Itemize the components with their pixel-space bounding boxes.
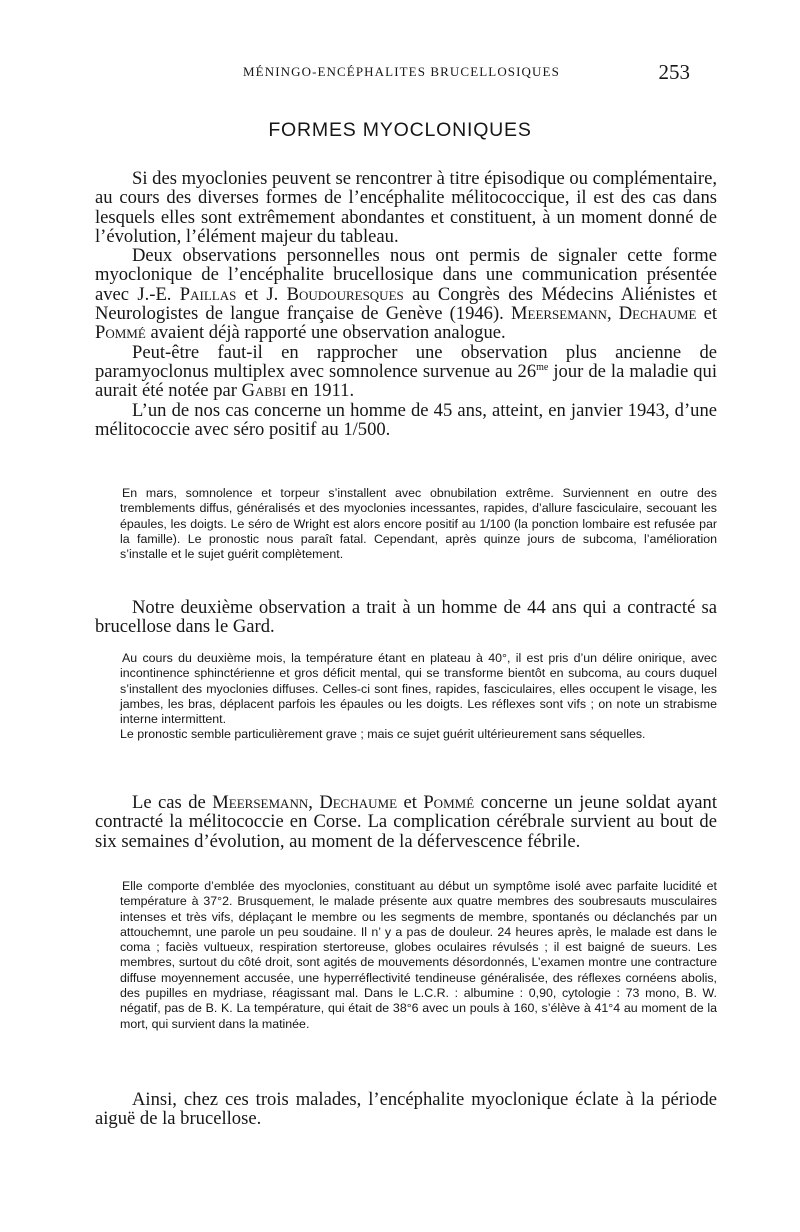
- author-name: Paillas: [179, 283, 237, 305]
- paragraph-conclusion: Ainsi, chez ces trois malades, l’encéphalite myoclonique éclate à la période aiguë de la brucellose.: [95, 1089, 717, 1130]
- author-name: Dechaume: [319, 792, 398, 813]
- second-case-block: [95, 598, 717, 637]
- observation-two: [120, 651, 717, 743]
- author-name: Pommé: [423, 792, 475, 813]
- paragraph-second-case: Notre deuxième observation a trait à un homme de 44 ans qui a contracté sa brucellose dans le Gard.: [95, 597, 717, 638]
- author-name: Meersemann: [510, 303, 607, 325]
- paragraph-third-case: Le cas de Meersemann, Dechaume et Pommé concerne un jeune soldat ayant contracté la mélitococcie en Corse. La complication cérébrale survient au bout de six semaines d’évolution, au moment de la défervescence fébrile.: [95, 792, 717, 852]
- running-head-title: MÉNINGO-ENCÉPHALITES BRUCELLOSIQUES: [243, 64, 560, 79]
- section-title: FORMES MYOCLONIQUES: [268, 119, 532, 141]
- paragraph-paramyoclonus: Peut-être faut-il en rapprocher une observation plus ancienne de paramyoclonus multiplex avec somnolence survenue au $26^{me}$ jour de la maladie qui aurait été notée par Gabbi en 1911.: [95, 341, 717, 402]
- third-case-block: [95, 793, 717, 851]
- ordinal-superscript: me: [536, 361, 549, 373]
- paragraph-myoclonies-intro: Si des myoclonies peuvent se rencontrer à titre épisodique ou complémentaire, au cours des diverses formes de l’encéphalite mélitococcique, il est des cas dans lesquels elles sont extrêmement abondantes et constituent, à un moment donné de l’évolution, l’élément majeur du tableau.: [95, 168, 718, 247]
- paragraph-first-case: L’un de nos cas concerne un homme de 45 ans, atteint, en janvier 1943, d’une mélitococcie avec séro positif au 1/500.: [95, 399, 717, 440]
- observation-three: [120, 879, 717, 1032]
- author-name: Gabbi: [241, 380, 287, 402]
- observation-two-prognosis: Le pronostic semble particulièrement grave ; mais ce sujet guérit ultérieurement sans séquelles.: [120, 727, 646, 742]
- conclusion-block: [95, 1090, 717, 1129]
- running-head: [0, 62, 800, 86]
- observation-one-text: En mars, somnolence et torpeur s’installent avec obnubilation extrême. Surviennent en outre des tremblements diffus, généralisés et des myoclonies incessantes, rapides, d’allure fasciculaire, secouant les épaules, les doigts. Le séro de Wright est alors encore positif au 1/100 (la ponction lombaire est refusée par la famille). Le pronostic nous paraît fatal. Cependant, après quinze jours de subcoma, l’amélioration s’installe et le sujet guérit complètement.: [120, 486, 717, 562]
- author-name: Dechaume: [618, 303, 697, 325]
- observation-one: [120, 486, 717, 562]
- intro-text-block: [95, 169, 717, 439]
- author-name: Meersemann: [212, 792, 309, 813]
- observation-two-text: Au cours du deuxième mois, la température étant en plateau à 40°, il est pris d’un délire onirique, avec incontinence sphinctérienne et gros déficit mental, qui se transforme bientôt en subcoma, au cours duquel s’installent des myoclonies diffuses. Celles-ci sont fines, rapides, fasciculaires, elles occupent le visage, les jambes, les bras, déplacent parfois les épaules ou les doigts. Les réflexes sont vifs ; on note un strabisme interne intermittent.: [120, 651, 717, 727]
- paragraph-personal-observations: Deux observations personnelles nous ont permis de signaler cette forme myoclonique de l’encéphalite brucellosique dans une communication présentée avec J.-E. Paillas et J. Boudouresques au Congrès des Médecins Aliénistes et Neurologistes de langue française de Genève (1946). Meersemann, Dechaume et Pommé avaient déjà rapporté une observation analogue.: [95, 245, 718, 344]
- observation-three-text: Elle comporte d’emblée des myoclonies, constituant au début un symptôme isolé avec parfaite lucidité et température à 37°2. Brusquement, le malade présente aux quatre membres des soubresauts musculaires intenses et très vifs, déplaçant le membre ou les segments de membre, spontanés ou déclanchés par un attouchemnt, une parole un peu soudaine. Il n’ y a pas de douleur. 24 heures après, le malade est dans le coma ; faciès vultueux, respiration stertoreuse, globes oculaires révulsés ; il est baigné de sueurs. Les membres, surtout du côté droit, sont agités de mouvements désordonnés, L’examen montre une contracture diffuse moyennement accusée, une hyperréflectivité tendineuse généralisée, des réflexes cornéens abolis, des pupilles en mydriase, réagissant mal. Dans le L.C.R. : albumine : 0,90, cytologie : 73 mono, B. W. négatif, pas de B. K. La température, qui était de 38°6 avec un pouls à 160, s’élève à 41°4 au moment de la mort, qui survient dans la matinée.: [120, 879, 717, 1031]
- author-name: Boudouresques: [286, 283, 404, 305]
- page-number: 253: [658, 60, 690, 84]
- author-name: Pommé: [95, 322, 146, 344]
